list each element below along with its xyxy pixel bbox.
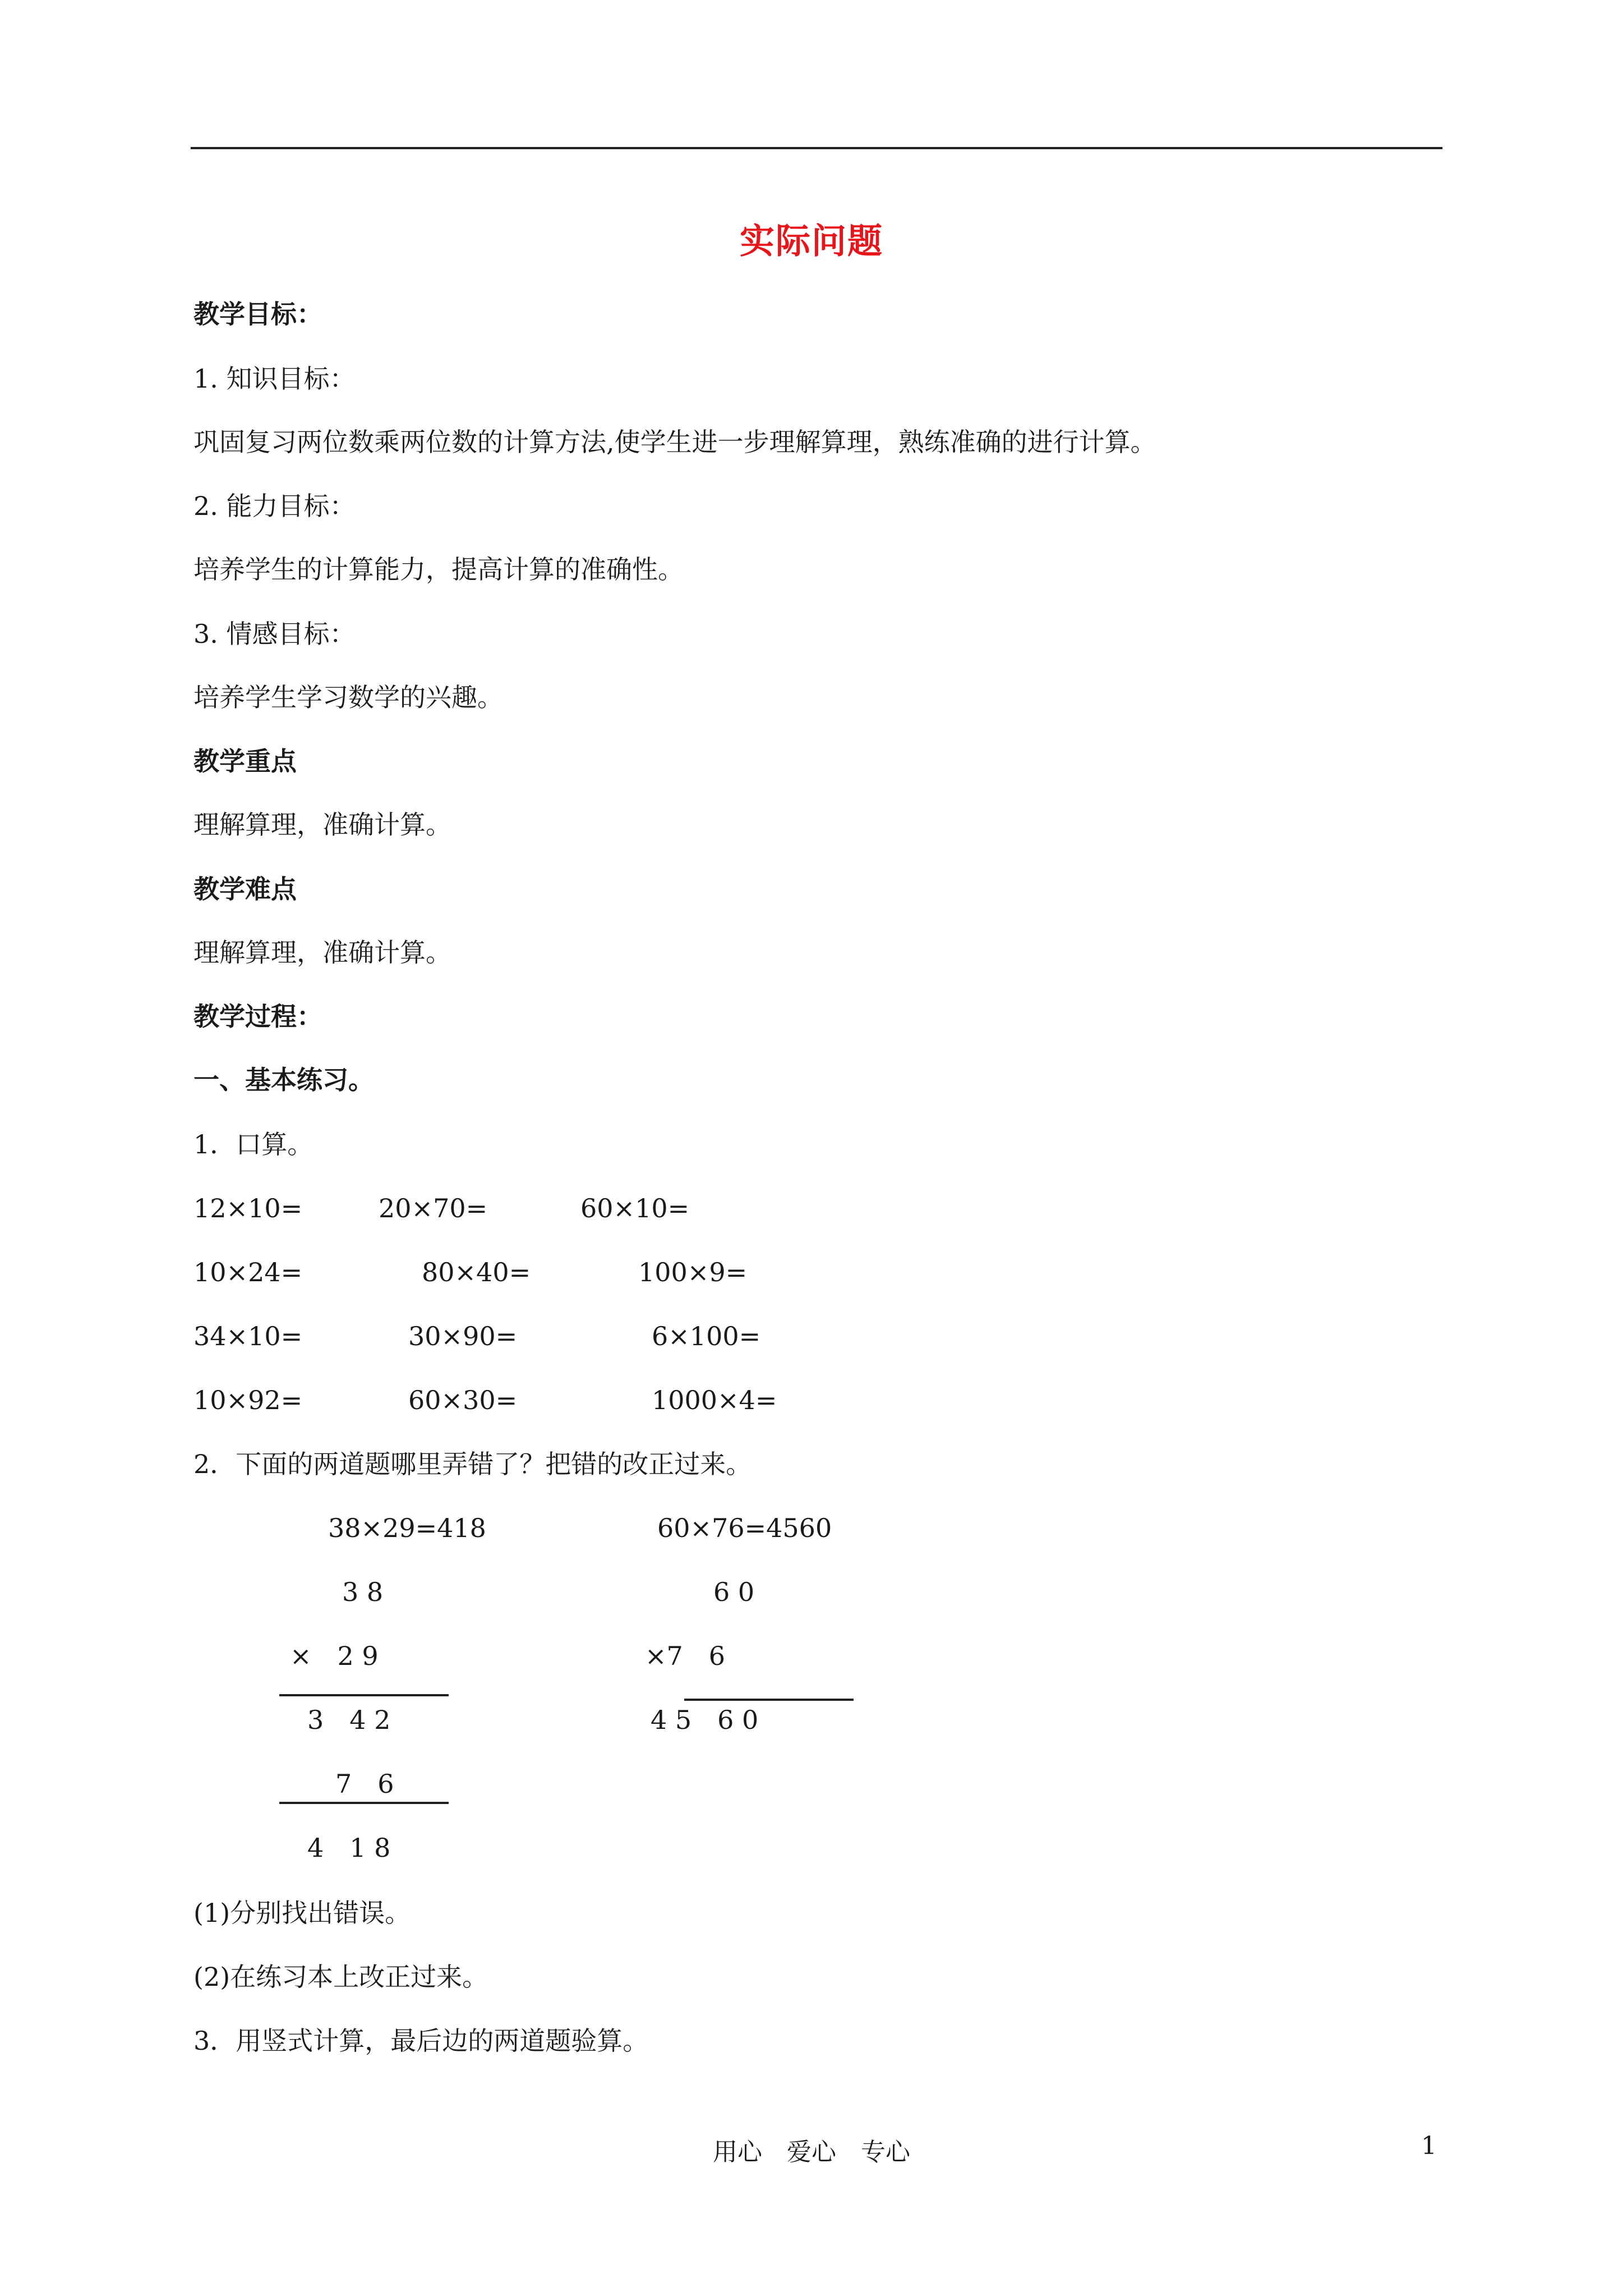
- calc-a-partial-2: 7 6: [335, 1769, 394, 1799]
- process-heading: 教学过程：: [193, 1001, 322, 1032]
- calc-a-rule-2: [279, 1802, 449, 1804]
- oral-item: 10×24=: [193, 1257, 303, 1287]
- page-number: 1: [1421, 2132, 1437, 2160]
- header-rule: [191, 147, 1442, 149]
- calc-b-equation: 60×76=4560: [657, 1513, 832, 1543]
- oral-item: 80×40=: [422, 1257, 531, 1287]
- oral-item: 1000×4=: [652, 1385, 777, 1415]
- section-1-heading: 一、基本练习。: [193, 1065, 374, 1095]
- objectives-heading: 教学目标：: [193, 299, 322, 329]
- calc-a-equation: 38×29=418: [328, 1513, 486, 1543]
- objective-1-label: 1. 知识目标：: [193, 364, 356, 394]
- oral-item: 60×10=: [580, 1193, 690, 1223]
- objective-2-text: 培养学生的计算能力，提高计算的准确性。: [193, 554, 684, 585]
- oral-item: 30×90=: [408, 1321, 518, 1351]
- key-point-heading: 教学重点: [193, 746, 297, 776]
- sub-question-1: (1)分别找出错误。: [193, 1898, 411, 1928]
- question-3: 3．用竖式计算，最后边的两道题验算。: [193, 2026, 649, 2056]
- calc-a-multiplicand: 3 8: [342, 1577, 384, 1607]
- calc-b-result: 4 5 6 0: [651, 1705, 759, 1735]
- oral-item: 6×100=: [652, 1321, 761, 1351]
- footer-motto: 用心 爱心 专心: [713, 2138, 910, 2166]
- oral-item: 12×10=: [193, 1193, 303, 1223]
- calc-a-partial-1: 3 4 2: [307, 1705, 391, 1735]
- difficulty-text: 理解算理，准确计算。: [193, 937, 451, 968]
- sub-question-2: (2)在练习本上改正过来。: [193, 1962, 488, 1992]
- oral-item: 60×30=: [408, 1385, 518, 1415]
- oral-item: 34×10=: [193, 1321, 303, 1351]
- calc-a-rule-1: [279, 1694, 449, 1696]
- calc-b-multiplier: ×7 6: [645, 1641, 726, 1671]
- objective-3-text: 培养学生学习数学的兴趣。: [193, 682, 503, 712]
- question-2: 2．下面的两道题哪里弄错了？把错的改正过来。: [193, 1449, 752, 1479]
- calc-a-multiplier: × 2 9: [290, 1641, 379, 1671]
- oral-item: 10×92=: [193, 1385, 303, 1415]
- difficulty-heading: 教学难点: [193, 874, 297, 904]
- objective-2-label: 2. 能力目标：: [193, 491, 356, 521]
- calc-a-result: 4 1 8: [307, 1833, 391, 1863]
- objective-3-label: 3. 情感目标：: [193, 619, 356, 649]
- question-1: 1．口算。: [193, 1129, 313, 1159]
- page-title: 实际问题: [739, 220, 883, 261]
- calc-b-multiplicand: 6 0: [713, 1577, 755, 1607]
- oral-item: 20×70=: [379, 1193, 488, 1223]
- objective-1-text: 巩固复习两位数乘两位数的计算方法,使学生进一步理解算理，熟练准确的进行计算。: [193, 427, 1156, 457]
- key-point-text: 理解算理，准确计算。: [193, 809, 451, 840]
- calc-b-rule: [684, 1699, 854, 1701]
- oral-item: 100×9=: [638, 1257, 748, 1287]
